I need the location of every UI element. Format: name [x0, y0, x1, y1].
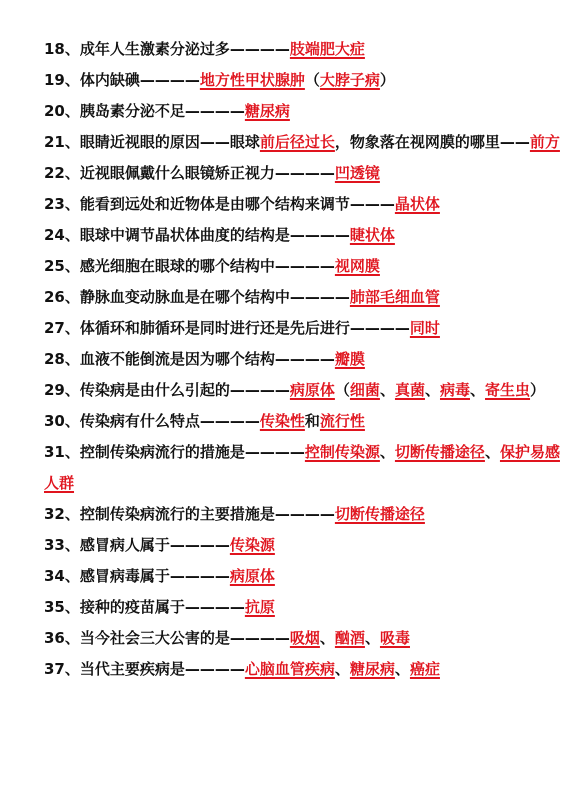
- answer-text: 传染性: [259, 412, 305, 430]
- answer-text: 同时: [409, 319, 440, 337]
- qa-item: [44, 34, 560, 65]
- answer-text: 吸烟: [289, 629, 320, 647]
- question-text: 、: [379, 381, 395, 399]
- qa-item: [44, 406, 560, 437]
- qa-item: [44, 251, 560, 282]
- answer-text: 传染源: [229, 536, 275, 554]
- answer-text: 前方: [529, 133, 560, 151]
- question-text: 23、能看到远处和近物体是由哪个结构来调节———: [44, 195, 395, 213]
- answer-text: 肺部毛细血管: [349, 288, 440, 306]
- question-text: 、: [394, 660, 410, 678]
- qa-item: [44, 654, 560, 685]
- answer-text: 控制传染源: [304, 443, 380, 461]
- qa-item: [44, 561, 560, 592]
- answer-text: 凹透镜: [334, 164, 380, 182]
- question-text: 、: [470, 381, 486, 399]
- qa-item: [44, 127, 560, 158]
- qa-item: [44, 530, 560, 561]
- answer-text: 晶状体: [394, 195, 440, 213]
- answer-text: 前后径过长: [259, 133, 335, 151]
- question-text: 27、体循环和肺循环是同时进行还是先后进行————: [44, 319, 410, 337]
- qa-item: [44, 96, 560, 127]
- answer-text: 病原体: [289, 381, 335, 399]
- qa-item: [44, 437, 560, 499]
- question-text: 37、当代主要疾病是————: [44, 660, 245, 678]
- question-text: 25、感光细胞在眼球的哪个结构中————: [44, 257, 335, 275]
- question-text: 34、感冒病毒属于————: [44, 567, 230, 585]
- qa-item: [44, 499, 560, 530]
- question-text: ，物象落在视网膜的哪里——: [334, 133, 530, 151]
- question-text: 、: [319, 629, 335, 647]
- answer-text: 抗原: [244, 598, 275, 616]
- answer-text: 肢端肥大症: [289, 40, 365, 58]
- qa-item: [44, 65, 560, 96]
- question-text: 33、感冒病人属于————: [44, 536, 230, 554]
- question-text: 36、当今社会三大公害的是————: [44, 629, 290, 647]
- question-text: 26、静脉血变动脉血是在哪个结构中————: [44, 288, 350, 306]
- answer-text: 糖尿病: [349, 660, 395, 678]
- question-text: 22、近视眼佩戴什么眼镜矫正视力————: [44, 164, 335, 182]
- question-text: （: [334, 381, 350, 399]
- answer-text: 瓣膜: [334, 350, 365, 368]
- qa-item: [44, 220, 560, 251]
- question-text: 32、控制传染病流行的主要措施是————: [44, 505, 335, 523]
- qa-item: [44, 623, 560, 654]
- question-text: 28、血液不能倒流是因为哪个结构————: [44, 350, 335, 368]
- answer-text: 视网膜: [334, 257, 380, 275]
- question-text: 35、接种的疫苗属于————: [44, 598, 245, 616]
- question-text: 18、成年人生激素分泌过多————: [44, 40, 290, 58]
- question-text: 20、胰岛素分泌不足————: [44, 102, 245, 120]
- answer-text: 糖尿病: [244, 102, 290, 120]
- qa-item: [44, 282, 560, 313]
- qa-item: [44, 189, 560, 220]
- question-text: 29、传染病是由什么引起的————: [44, 381, 290, 399]
- qa-item: [44, 375, 560, 406]
- question-text: 、: [484, 443, 500, 461]
- question-text: （: [304, 71, 320, 89]
- qa-item: [44, 344, 560, 375]
- answer-text: 切断传播途径: [334, 505, 425, 523]
- answer-text: 酗酒: [334, 629, 365, 647]
- answer-text: 心脑血管疾病: [244, 660, 335, 678]
- question-text: 19、体内缺碘————: [44, 71, 200, 89]
- question-text: 21、眼睛近视眼的原因——眼球: [44, 133, 260, 151]
- answer-text: 流行性: [319, 412, 365, 430]
- question-text: 、: [364, 629, 380, 647]
- answer-text: 病毒: [439, 381, 470, 399]
- answer-text: 癌症: [409, 660, 440, 678]
- question-text: 、: [424, 381, 440, 399]
- question-text: 和: [304, 412, 320, 430]
- qa-item: [44, 313, 560, 344]
- qa-item: [44, 158, 560, 189]
- question-text: ）: [530, 381, 546, 399]
- answer-text: 大脖子病: [319, 71, 380, 89]
- answer-text: 睫状体: [349, 226, 395, 244]
- question-text: 、: [334, 660, 350, 678]
- answer-text: 病原体: [229, 567, 275, 585]
- question-text: 31、控制传染病流行的措施是————: [44, 443, 305, 461]
- question-text: ）: [379, 71, 395, 89]
- question-text: 24、眼球中调节晶状体曲度的结构是————: [44, 226, 350, 244]
- answer-text: 真菌: [394, 381, 425, 399]
- qa-item: [44, 592, 560, 623]
- question-text: 、: [379, 443, 395, 461]
- question-text: 30、传染病有什么特点————: [44, 412, 260, 430]
- answer-text: 地方性甲状腺肿: [199, 71, 305, 89]
- answer-text: 吸毒: [379, 629, 410, 647]
- answer-text: 切断传播途径: [394, 443, 485, 461]
- answer-text: 寄生虫: [485, 381, 531, 399]
- answer-text: 保护易感人群: [44, 443, 560, 492]
- answer-text: 细菌: [349, 381, 380, 399]
